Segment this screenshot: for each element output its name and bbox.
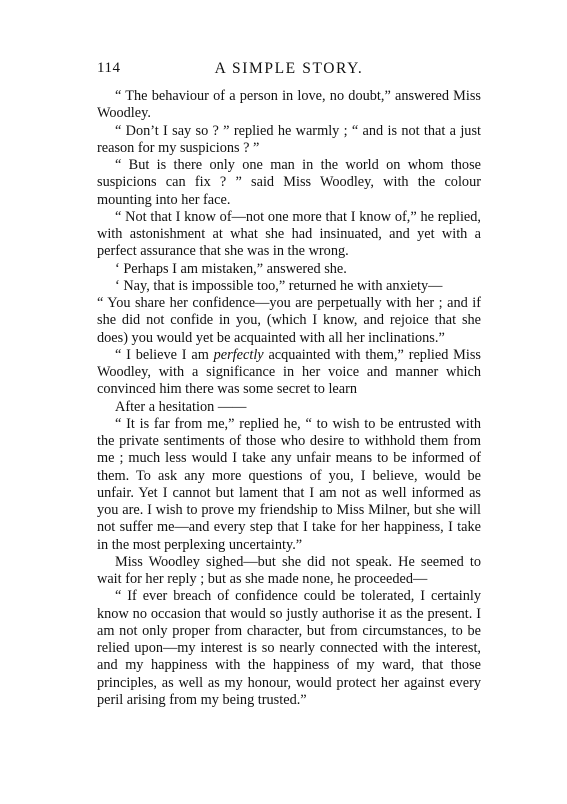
page-number: 114 [97, 60, 121, 76]
paragraph [97, 347, 481, 399]
paragraph: “ The behaviour of a person in love, no doubt,” answered Miss Woodley. [97, 88, 481, 122]
body-text [97, 88, 481, 709]
paragraph: “ It is far from me,” replied he, “ to wish to be entrusted with the private sentiments of those who desire to withhold them from me ; much less would I take any unfair means to be informed of them. To ask any more questions of you, I believe, would be unfair. Yet I cannot but lament that I am not as well informed as you are. I wish to prove my friendship to Miss Milner, but she will not suffer me—and every step that I take for her happiness, I take in the most perplexing uncertainty.” [97, 415, 481, 553]
paragraph: Miss Woodley sighed—but she did not speak. He seemed to wait for her reply ; but as she made none, he proceeded— [97, 553, 481, 587]
paragraph-text: “ I believe I am [115, 346, 214, 363]
paragraph: “ You share her confidence—you are perpetually with her ; and if she did not confide in you, (which I know, and rejoice that she does) you would yet be acquainted with all her inclinations.” [97, 295, 481, 346]
paragraph-text: acquainted with them,” replied Miss Woodley, with a significance in her voice and manner which convinced him there was some secret to learn [97, 346, 481, 398]
emphasized-word: perfectly [213, 346, 264, 363]
paragraph: After a hesitation —— [115, 398, 247, 415]
paragraph: “ Don’t I say so ? ” replied he warmly ; “ and is not that a just reason for my suspicions ? ” [97, 122, 481, 156]
page-header [97, 60, 481, 80]
paragraph: “ If ever breach of confidence could be tolerated, I certainly know no occasion that would so justly authorise it as the present. I am not only proper from character, but from circumstances, to be relied upon—my interest is so nearly connected with the interest, and my happiness with the happiness of my ward, that those principles, as well as my honour, would protect her against every peril arising from my being trusted.” [97, 588, 481, 708]
paragraph: “ But is there only one man in the world on whom those suspicions can fix ? ” said Miss Woodley, with the colour mounting into her face. [97, 157, 481, 208]
paragraph: ‘ Nay, that is impossible too,” returned he with anxiety— [115, 277, 443, 294]
running-title: A SIMPLE STORY. [214, 60, 364, 77]
paragraph: “ Not that I know of—not one more that I know of,” he replied, with astonishment at what she had insinuated, and yet with a perfect assurance that she was in the wrong. [97, 208, 481, 260]
paragraph: ‘ Perhaps I am mistaken,” answered she. [115, 260, 347, 277]
